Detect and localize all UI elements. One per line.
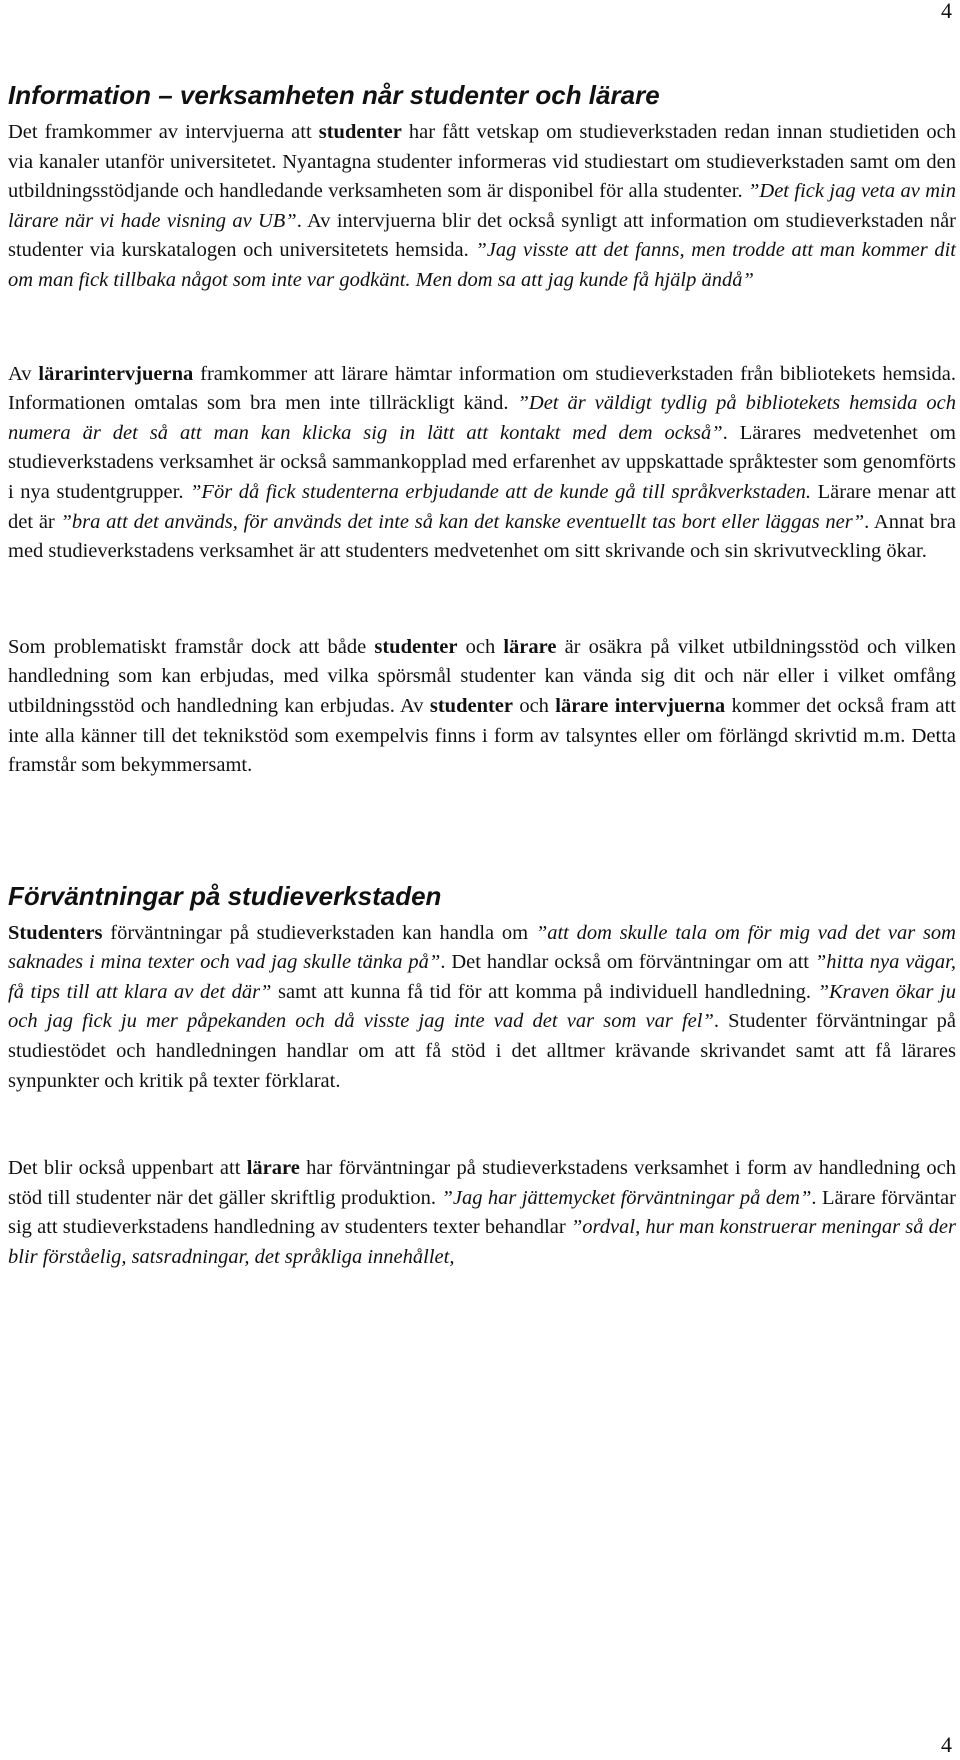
quote-text: ”Jag visste att det fanns, men trodde att man kommer dit om man fick tillbaka något som inte var godkänt. Men dom sa att jag kunde få hjälp ändå” [8,239,956,291]
body-text: . Lärares medvetenhet om studieverkstadens verksamhet är också sammankopplad med erfarenhet av uppskattade språktester som genomförts i nya studentgrupper. [8,421,956,503]
body-text: . Lärare förväntar sig att studieverkstadens handledning av studenters texter behandlar [8,1186,956,1239]
quote-text: ”att dom skulle tala om för mig vad det var som saknades i mina texter och vad jag skulle tänka på” [8,921,956,974]
paragraph [8,633,956,781]
body-text: har förväntningar på studieverkstadens verksamhet i form av handledning och stöd till studenter när det gäller skriftlig produktion. [8,1157,956,1209]
section-heading-forvantningar: Förväntningar på studieverkstaden [8,880,442,911]
bold-text: lärarintervjuerna [38,362,194,385]
quote-text: ”bra att det används, för används det inte så kan det kanske eventuellt tas bort eller läggas ner” [60,510,865,533]
body-text: Det framkommer av intervjuerna att [8,121,319,143]
bold-text: studenter [429,694,514,717]
quote-text: ”Det är väldigt tydlig på bibliotekets hemsida och numera är det så att man kan klicka sig in lätt att kontakt med dem också” [8,392,956,444]
body-text: har fått vetskap om studieverkstaden redan innan studietiden och via kanaler utanför universitetet. Nyantagna studenter informeras vid studiestart om studieverkstaden samt om den utbildningsstödjande och handledande verksamheten som är disponibel för alla studenter. [8,121,956,203]
body-text: och [457,635,504,658]
page-number-top: 4 [941,0,952,23]
body-text: framkommer att lärare hämtar information om studieverkstaden från bibliotekets hemsida. Informationen omtalas som bra men inte tillräckligt känd. [8,362,956,415]
body-text: förväntningar på studieverkstaden kan handla om [102,921,536,944]
paragraph [8,118,956,296]
paragraph [8,1154,956,1272]
body-text: . Av intervjuerna blir det också synligt att information om studieverkstaden når studenter via kurskatalogen och universitetets hemsida. [8,209,957,262]
bold-text: lärare [503,635,557,658]
body-text: är osäkra på vilket utbildningsstöd och vilken handledning som kan erbjudas, med vilka spörsmål studenter kan vända sig dit och när eller i vilket omfång utbildningsstöd och handledning kan erbjudas. Av [8,635,956,717]
quote-text: ”Det fick jag veta av min lärare när vi hade visning av UB” [8,180,957,232]
body-text: Av [8,362,39,385]
document-body [8,78,956,1273]
bold-text: studenter [318,121,402,143]
body-text: Som problematiskt framstår dock att både [8,635,375,658]
bold-text: studenter [374,635,458,658]
paragraph [8,919,956,1097]
page-number-bottom: 4 [941,1732,952,1757]
quote-text: ”Jag har jättemycket förväntningar på dem” [441,1186,812,1209]
body-text: Lärare menar att det är [8,480,956,533]
bold-text: lärare [246,1157,300,1180]
quote-text: ”hitta nya vägar, få tips till att klara av det där” [8,951,956,1003]
body-text: kommer det också fram att inte alla känner till det teknikstöd som exempelvis finns i form av talsyntes eller om förlängd skrivtid m.m. Detta framstår som bekymmersamt. [8,694,956,777]
section-heading-information: Information – verksamheten når studenter och lärare [8,80,660,110]
quote-text: ”Kraven ökar ju och jag fick ju mer påpekanden och då visste jag inte vad det var som var fel” [8,980,956,1033]
bold-text: Studenters [8,921,103,944]
body-text: Det blir också uppenbart att [8,1157,247,1180]
body-text: . Annat bra med studieverkstadens verksamhet är att studenters medvetenhet om sitt skrivande och sin skrivutveckling ökar. [8,510,956,563]
paragraph [8,360,956,567]
body-text: och [513,694,556,717]
body-text: . Det handlar också om förväntningar om att [440,951,815,974]
body-text: samt att kunna få tid för att komma på individuell handledning. [271,980,818,1003]
bold-text: lärare intervjuerna [555,694,726,717]
body-text: . Studenter förväntningar på studiestödet och handledningen handlar om att få stöd i det alltmer krävande skrivandet samt att få lärares synpunkter och kritik på texter förklarat. [8,1010,956,1092]
quote-text: ”ordval, hur man konstruerar meningar så der blir förståelig, satsradningar, det språkliga innehållet, [8,1216,956,1269]
quote-text: ”För då fick studenterna erbjudande att de kunde gå till språkverkstaden. [190,480,812,503]
